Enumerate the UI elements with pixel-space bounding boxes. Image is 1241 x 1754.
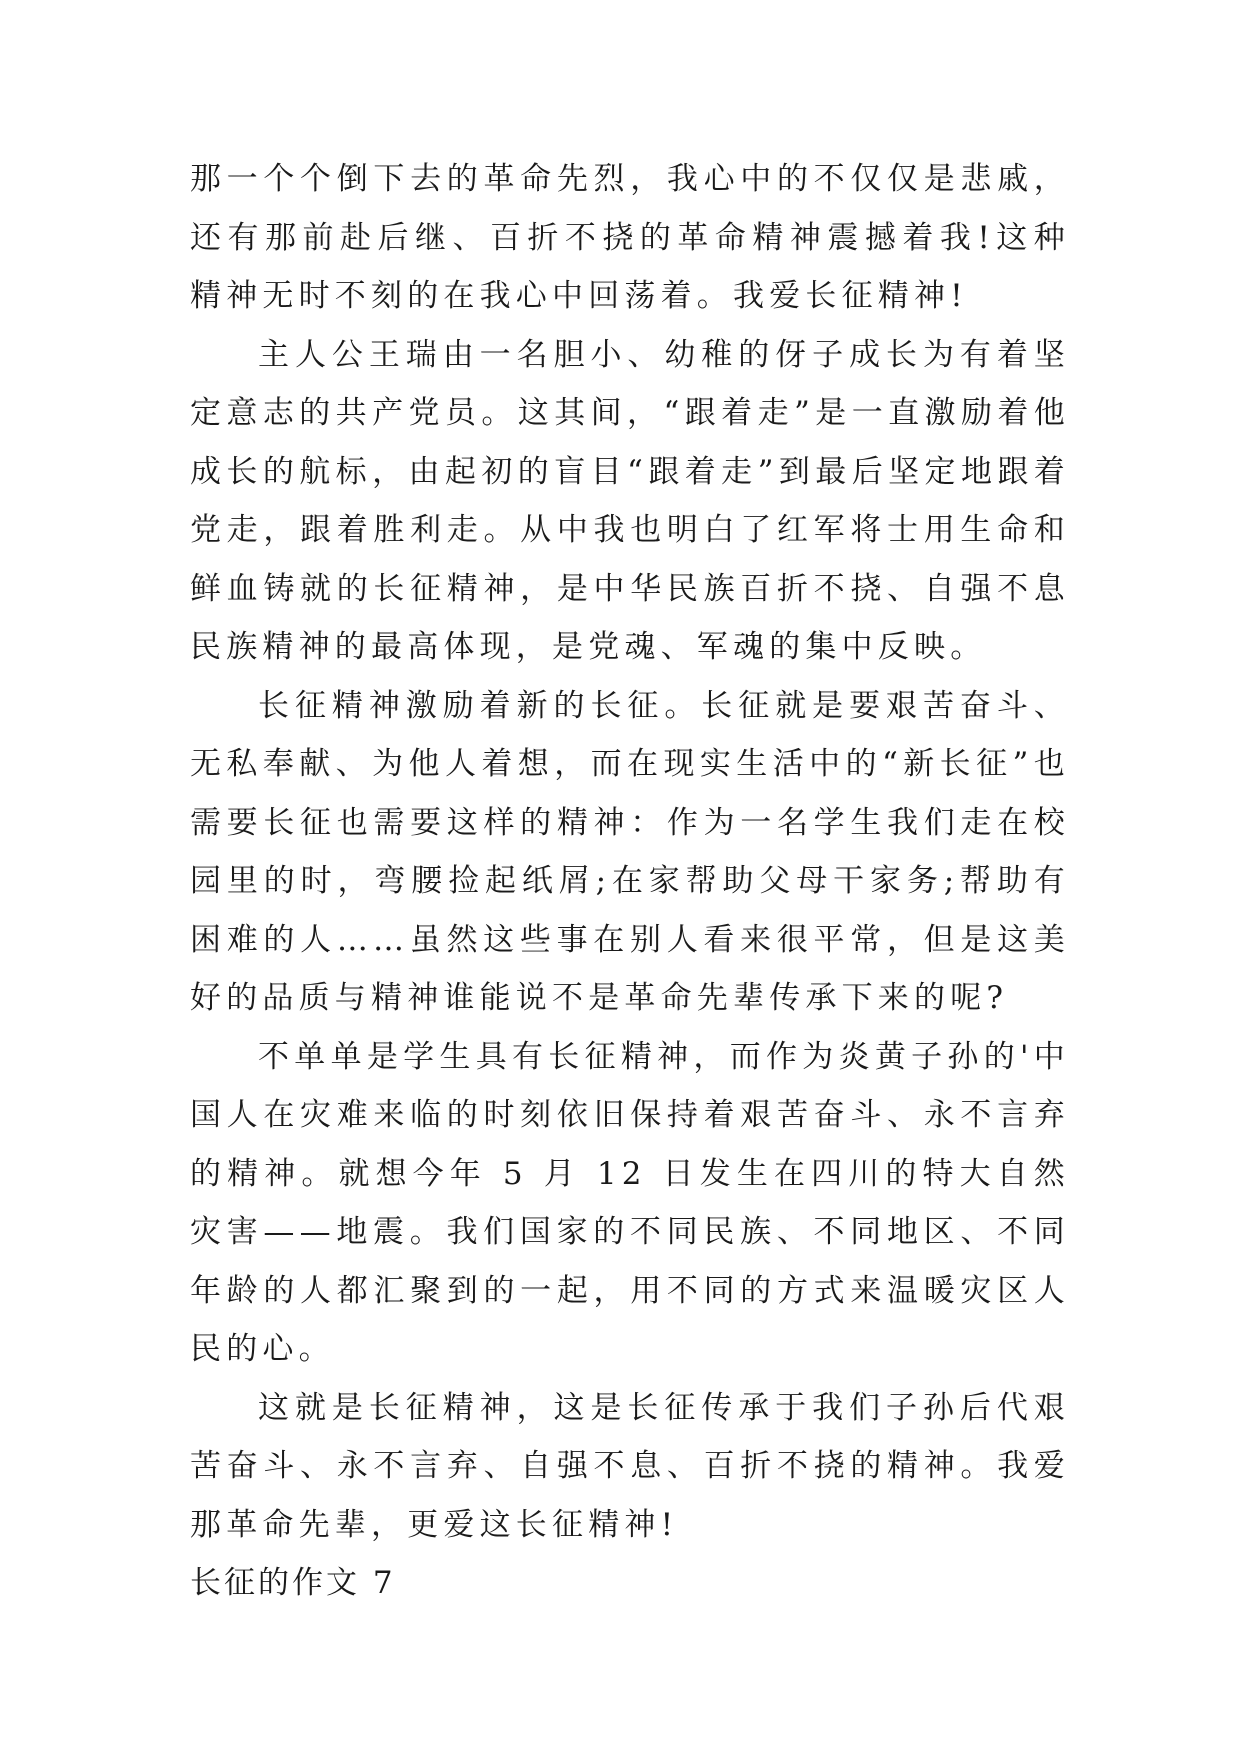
- paragraph-3: 长征精神激励着新的长征。长征就是要艰苦奋斗、无私奉献、为他人着想，而在现实生活中的“新长征”也需要长征也需要这样的精神：作为一名学生我们走在校园里的时，弯腰捡起纸屑;在家帮助父母干家务;帮助有困难的人……虽然这些事在别人看来很平常，但是这美好的品质与精神谁能说不是革命先辈传承下来的呢?: [190, 687, 1070, 1016]
- document-page: [190, 150, 1070, 1613]
- paragraph-5: 这就是长征精神，这是长征传承于我们子孙后代艰苦奋斗、永不言弃、自强不息、百折不挠的精神。我爱那革命先辈，更爱这长征精神!: [190, 1389, 1070, 1543]
- paragraph-2: 主人公王瑞由一名胆小、幼稚的伢子成长为有着坚定意志的共产党员。这其间，“跟着走”是一直激励着他成长的航标，由起初的盲目“跟着走”到最后坚定地跟着党走，跟着胜利走。从中我也明白了红军将士用生命和鲜血铸就的长征精神，是中华民族百折不挠、自强不息民族精神的最高体现，是党魂、军魂的集中反映。: [190, 336, 1070, 665]
- paragraph-1: 那一个个倒下去的革命先烈，我心中的不仅仅是悲戚，还有那前赴后继、百折不挠的革命精神震撼着我!这种精神无时不刻的在我心中回荡着。我爱长征精神!: [190, 161, 1070, 314]
- section-heading: 长征的作文 7: [190, 1565, 396, 1601]
- paragraph-4: 不单单是学生具有长征精神，而作为炎黄子孙的'中国人在灾难来临的时刻依旧保持着艰苦奋斗、永不言弃的精神。就想今年 5 月 12 日发生在四川的特大自然灾害——地震。我们国家的不同民族、不同地区、不同年龄的人都汇聚到的一起，用不同的方式来温暖灾区人民的心。: [190, 1038, 1070, 1367]
